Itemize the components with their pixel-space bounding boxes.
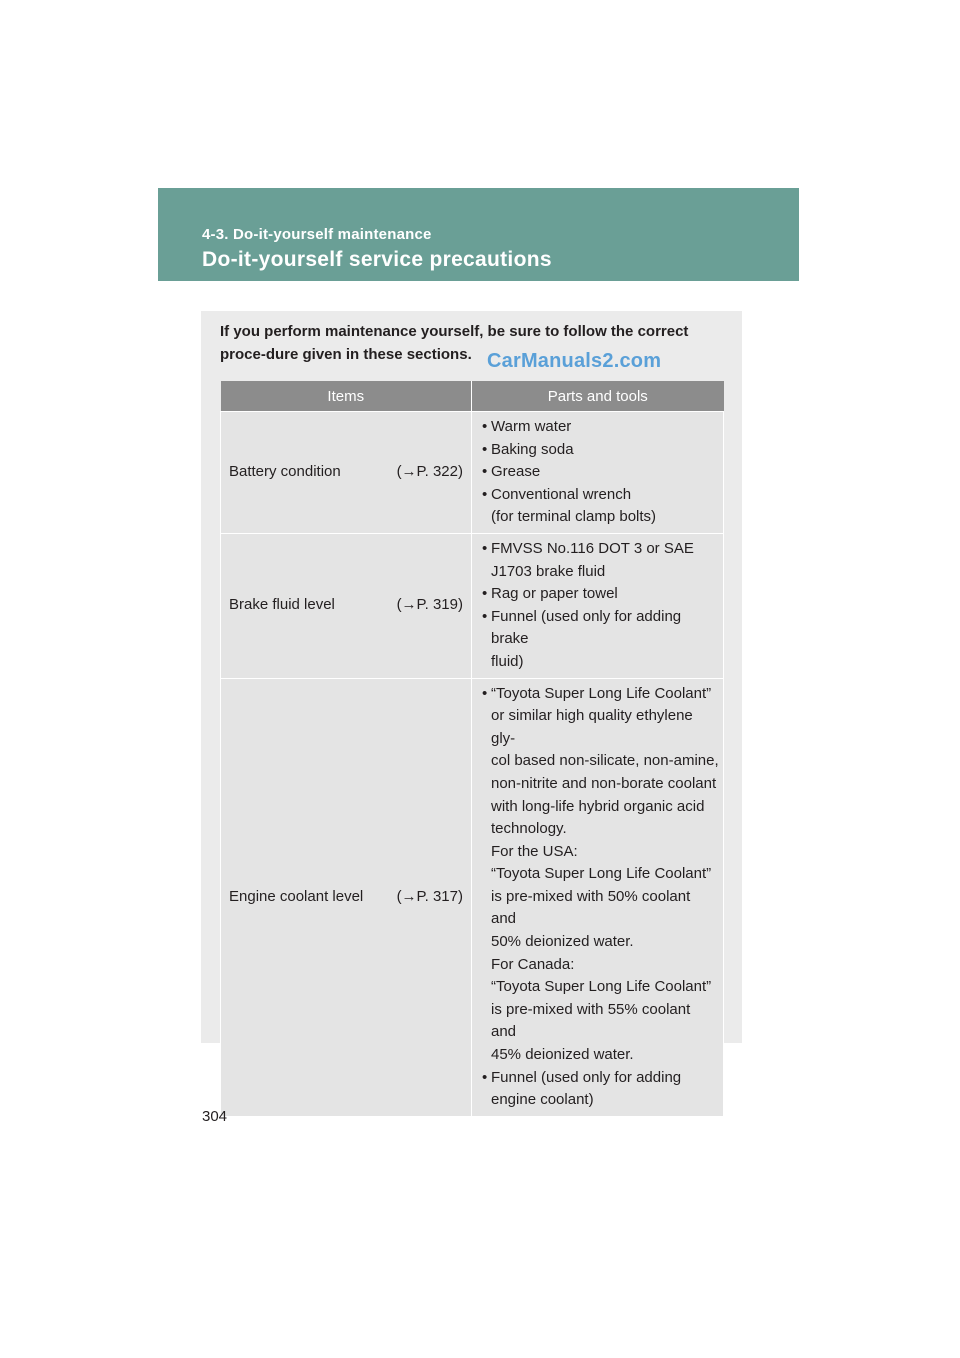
tool-text-line: is pre-mixed with 50% coolant and <box>491 887 691 928</box>
page-title: Do-it-yourself service precautions <box>202 248 552 271</box>
tool-text-line: • Grease <box>491 463 541 481</box>
item-entry <box>229 886 463 909</box>
tools-list <box>482 683 719 1112</box>
page-reference: (→P. 317) <box>396 887 463 905</box>
item-name: Battery condition <box>229 463 341 481</box>
column-header-items: Items <box>221 381 472 412</box>
item-name: Engine coolant level <box>229 887 364 905</box>
tools-cell <box>472 678 724 1116</box>
item-cell <box>221 533 472 678</box>
tool-text-line: is pre-mixed with 55% coolant and <box>491 1000 691 1041</box>
list-item <box>482 461 719 484</box>
list-item <box>482 484 719 529</box>
tool-text-line: fluid) <box>491 652 524 670</box>
tool-text-line: • Rag or paper towel <box>491 585 618 603</box>
tool-text-line: For the USA: <box>491 842 578 860</box>
page-reference: (→P. 319) <box>396 596 463 614</box>
item-entry <box>229 461 463 484</box>
table-header-row <box>221 381 724 412</box>
tools-cell <box>472 533 724 678</box>
content-panel <box>201 311 742 1109</box>
header-band <box>158 188 799 281</box>
tools-list <box>482 416 719 529</box>
item-entry <box>229 594 463 617</box>
list-item <box>482 416 719 439</box>
tool-text-line: • Warm water <box>491 418 572 435</box>
parts-table <box>220 381 724 1117</box>
page-number: 304 <box>202 1108 228 1125</box>
list-item <box>482 538 719 583</box>
intro-text: If you perform maintenance yourself, be sure to follow the correct proce-dure given in these sections. <box>220 323 689 363</box>
page-reference: (→P. 322) <box>396 463 463 481</box>
table-row <box>221 533 724 678</box>
tool-text-line: technology. <box>491 820 567 838</box>
tool-text-line: • Funnel (used only for adding brake <box>491 607 682 648</box>
table-body <box>221 412 724 1117</box>
item-cell <box>221 412 472 534</box>
tool-text-line: • Funnel (used only for adding <box>491 1068 682 1086</box>
watermark: CarManuals2.com <box>487 350 662 372</box>
tool-text-line: “Toyota Super Long Life Coolant” <box>491 865 712 883</box>
list-item <box>482 683 719 1067</box>
section-label: 4-3. Do-it-yourself maintenance <box>202 226 432 243</box>
tool-text-line: (for terminal clamp bolts) <box>491 508 657 526</box>
tool-text-line: col based non-silicate, non-amine, <box>491 752 719 770</box>
tool-text-line: “Toyota Super Long Life Coolant” <box>491 978 712 996</box>
tool-text-line: or similar high quality ethylene gly- <box>491 707 693 747</box>
tool-text-line: engine coolant) <box>491 1091 594 1109</box>
tool-text-line: • “Toyota Super Long Life Coolant” <box>491 684 712 702</box>
tool-text-line: 50% deionized water. <box>491 933 634 951</box>
list-item <box>482 439 719 462</box>
tool-text-line: For Canada: <box>491 955 575 973</box>
tools-cell <box>472 412 724 534</box>
tool-text-line: • FMVSS No.116 DOT 3 or SAE <box>491 539 694 557</box>
table-row <box>221 412 724 534</box>
list-item <box>482 1067 719 1112</box>
tool-text-line: • Baking soda <box>491 440 574 458</box>
item-cell <box>221 678 472 1116</box>
tools-list <box>482 538 719 674</box>
list-item <box>482 583 719 606</box>
column-header-parts-and-tools: Parts and tools <box>472 381 724 412</box>
item-name: Brake fluid level <box>229 596 335 614</box>
table-row <box>221 678 724 1116</box>
list-item <box>482 606 719 674</box>
tool-text-line: 45% deionized water. <box>491 1046 634 1064</box>
tool-text-line: with long-life hybrid organic acid <box>491 797 705 815</box>
tool-text-line: • Conventional wrench <box>491 485 632 503</box>
tool-text-line: J1703 brake fluid <box>491 562 606 580</box>
tool-text-line: non-nitrite and non-borate coolant <box>491 774 717 792</box>
